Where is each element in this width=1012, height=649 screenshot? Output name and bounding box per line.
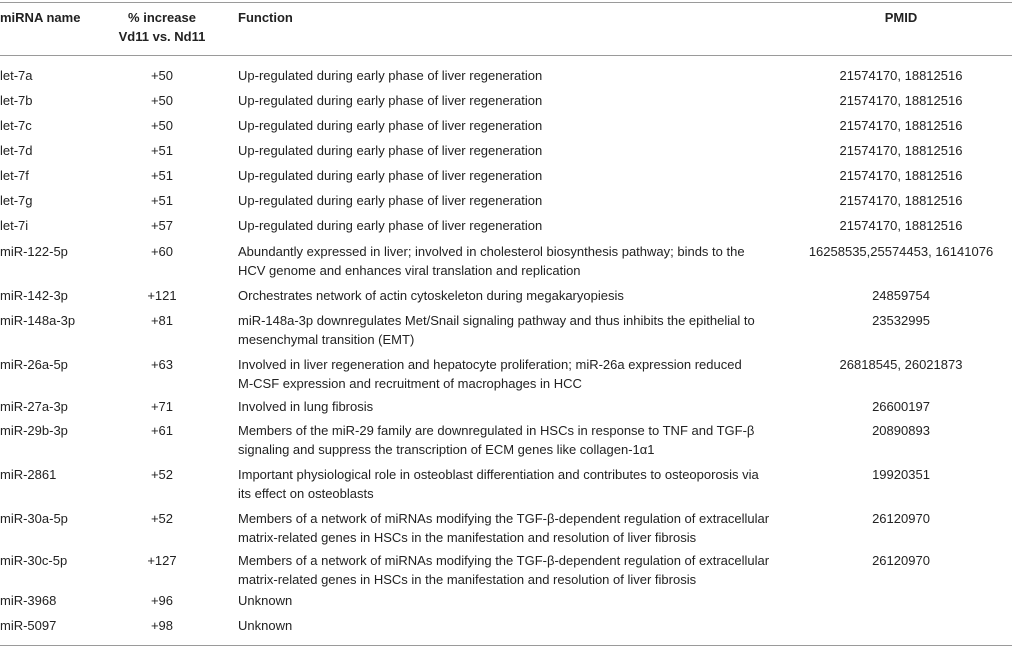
cell-mirna-name: miR-27a-3p — [0, 399, 68, 414]
cell-increase: +52 — [150, 467, 174, 482]
cell-function-line1: Members of a network of miRNAs modifying the TGF-β-dependent regulation of extracellular — [238, 511, 770, 526]
cell-function — [238, 166, 798, 185]
cell-function-line2: HCV genome and enhances viral translation and replication — [238, 263, 581, 278]
cell-function-line1: Up-regulated during early phase of liver regeneration — [238, 93, 543, 108]
cell-function-line2: its effect on osteoblasts — [238, 486, 374, 501]
cell-pmid: 26120970 — [872, 511, 930, 526]
cell-function-line1: Up-regulated during early phase of liver regeneration — [238, 193, 543, 208]
cell-function — [238, 191, 798, 210]
cell-pmid: 26120970 — [872, 553, 930, 568]
cell-function — [238, 116, 798, 135]
cell-function-line1: Unknown — [238, 593, 293, 608]
cell-mirna-name: miR-2861 — [0, 467, 57, 482]
cell-increase: +127 — [147, 553, 177, 568]
cell-function — [238, 551, 798, 589]
cell-function — [238, 91, 798, 110]
cell-mirna-name: let-7g — [0, 193, 33, 208]
cell-function-line1: Orchestrates network of actin cytoskeleton during megakaryopiesis — [238, 288, 624, 303]
cell-function-line1: Involved in liver regeneration and hepatocyte proliferation; miR-26a expression reduced — [238, 357, 742, 372]
cell-function — [238, 141, 798, 160]
cell-pmid: 23532995 — [872, 313, 930, 328]
cell-mirna-name: let-7b — [0, 93, 33, 108]
cell-function-line1: Abundantly expressed in liver; involved in cholesterol biosynthesis pathway; binds to the — [238, 244, 745, 259]
header-rule — [0, 55, 1012, 56]
cell-mirna-name: miR-26a-5p — [0, 357, 68, 372]
cell-increase: +51 — [150, 193, 174, 208]
cell-function-line1: Up-regulated during early phase of liver regeneration — [238, 118, 543, 133]
cell-increase: +57 — [150, 218, 174, 233]
cell-pmid: 21574170, 18812516 — [839, 118, 963, 133]
cell-function-line1: Members of a network of miRNAs modifying the TGF-β-dependent regulation of extracellular — [238, 553, 770, 568]
cell-function — [238, 286, 798, 305]
cell-function-line1: Up-regulated during early phase of liver regeneration — [238, 168, 543, 183]
cell-increase: +50 — [150, 118, 174, 133]
cell-mirna-name: miR-29b-3p — [0, 423, 68, 438]
cell-function-line2: mesenchymal transition (EMT) — [238, 332, 415, 347]
cell-function-line1: Members of the miR-29 family are downregulated in HSCs in response to TNF and TGF-β — [238, 423, 755, 438]
cell-increase: +60 — [150, 244, 174, 259]
cell-increase: +50 — [150, 68, 174, 83]
cell-function-line2: matrix-related genes in HSCs in the manifestation and resolution of liver fibrosis — [238, 572, 697, 587]
cell-increase: +51 — [150, 143, 174, 158]
cell-pmid: 21574170, 18812516 — [839, 218, 963, 233]
cell-pmid: 21574170, 18812516 — [839, 168, 963, 183]
cell-pmid: 16258535,25574453, 16141076 — [808, 244, 994, 259]
cell-function-line1: Up-regulated during early phase of liver regeneration — [238, 143, 543, 158]
cell-increase: +63 — [150, 357, 174, 372]
cell-mirna-name: let-7c — [0, 118, 32, 133]
cell-pmid: 21574170, 18812516 — [839, 68, 963, 83]
cell-function-line1: Unknown — [238, 618, 293, 633]
cell-function — [238, 421, 798, 459]
top-rule — [0, 2, 1012, 3]
cell-increase: +96 — [150, 593, 174, 608]
header-mirna-name: miRNA name — [0, 10, 81, 25]
cell-pmid: 21574170, 18812516 — [839, 193, 963, 208]
cell-mirna-name: let-7f — [0, 168, 29, 183]
cell-pmid: 21574170, 18812516 — [839, 93, 963, 108]
bottom-rule — [0, 645, 1012, 646]
cell-mirna-name: miR-30c-5p — [0, 553, 68, 568]
cell-function — [238, 509, 798, 547]
cell-function-line1: Important physiological role in osteoblast differentiation and contributes to osteoporosis via — [238, 467, 759, 482]
cell-function — [238, 311, 798, 349]
cell-pmid: 20890893 — [872, 423, 930, 438]
header-increase-line1: % increase — [128, 10, 196, 25]
cell-function — [238, 66, 798, 85]
cell-mirna-name: miR-142-3p — [0, 288, 68, 303]
cell-function-line2: matrix-related genes in HSCs in the manifestation and resolution of liver fibrosis — [238, 530, 697, 545]
cell-mirna-name: let-7a — [0, 68, 33, 83]
cell-mirna-name: let-7d — [0, 143, 33, 158]
cell-mirna-name: miR-148a-3p — [0, 313, 76, 328]
cell-function — [238, 216, 798, 235]
cell-pmid: 26600197 — [872, 399, 930, 414]
header-pmid: PMID — [884, 10, 918, 25]
cell-function-line2: M-CSF expression and recruitment of macrophages in HCC — [238, 376, 582, 391]
cell-function — [238, 397, 798, 416]
cell-pmid: 24859754 — [872, 288, 930, 303]
cell-function-line1: Up-regulated during early phase of liver regeneration — [238, 68, 543, 83]
header-increase-line2: Vd11 vs. Nd11 — [118, 29, 206, 44]
cell-pmid: 26818545, 26021873 — [839, 357, 963, 372]
cell-function-line1: miR-148a-3p downregulates Met/Snail signaling pathway and thus inhibits the epithelial to — [238, 313, 755, 328]
cell-increase: +121 — [147, 288, 177, 303]
cell-mirna-name: let-7i — [0, 218, 29, 233]
cell-function-line1: Up-regulated during early phase of liver regeneration — [238, 218, 543, 233]
cell-increase: +81 — [150, 313, 174, 328]
cell-function — [238, 616, 798, 635]
cell-function — [238, 242, 798, 280]
cell-function-line2: signaling and suppress the transcription of ECM genes like collagen-1α1 — [238, 442, 655, 457]
cell-function — [238, 465, 798, 503]
cell-pmid: 21574170, 18812516 — [839, 143, 963, 158]
cell-function-line1: Involved in lung fibrosis — [238, 399, 374, 414]
cell-increase: +71 — [150, 399, 174, 414]
cell-increase: +50 — [150, 93, 174, 108]
cell-mirna-name: miR-3968 — [0, 593, 57, 608]
cell-mirna-name: miR-5097 — [0, 618, 57, 633]
cell-increase: +52 — [150, 511, 174, 526]
header-function: Function — [238, 10, 293, 25]
cell-increase: +98 — [150, 618, 174, 633]
cell-increase: +51 — [150, 168, 174, 183]
header-increase — [100, 8, 224, 46]
cell-pmid: 19920351 — [872, 467, 930, 482]
cell-mirna-name: miR-30a-5p — [0, 511, 68, 526]
cell-function — [238, 591, 798, 610]
cell-function — [238, 355, 798, 393]
cell-increase: +61 — [150, 423, 174, 438]
cell-mirna-name: miR-122-5p — [0, 244, 68, 259]
